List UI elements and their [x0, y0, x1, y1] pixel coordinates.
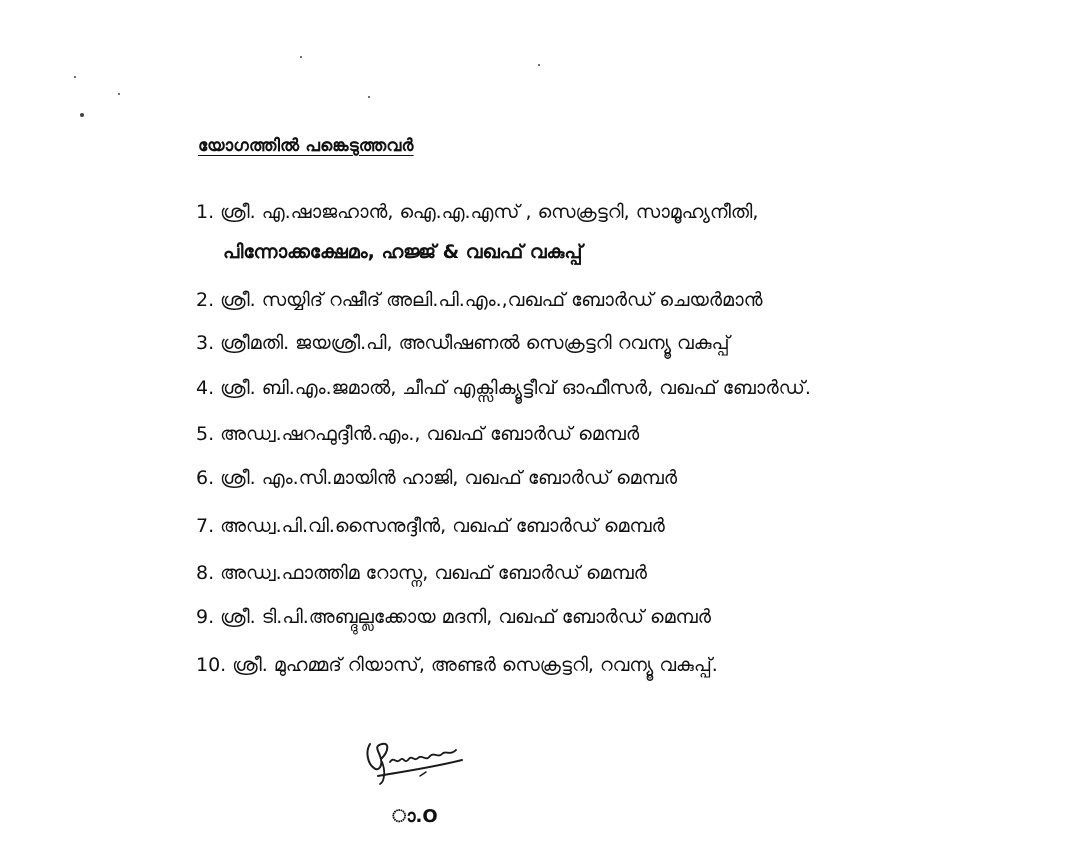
attendee-text: ശ്രീ. മുഹമ്മദ് റിയാസ്, അണ്ടർ സെക്രട്ടറി, റവന്യൂ വകുപ്പ്.: [232, 654, 718, 676]
attendee-text: ശ്രീ. ബി.എം.ജമാൽ, ചീഫ് എക്സിക്യൂട്ടീവ് ഓഫീസർ, വഖഫ് ബോർഡ്.: [220, 377, 811, 399]
attendee-item: [196, 331, 730, 355]
attendee-number: 2.: [196, 289, 215, 311]
attendee-item: [196, 514, 665, 538]
attendee-item-continuation: [223, 240, 582, 264]
attendee-text: അഡ്വ.ഫാത്തിമ റോസ്ന, വഖഫ് ബോർഡ് മെമ്പർ: [220, 562, 647, 584]
attendee-number: 10.: [196, 654, 227, 676]
attendee-item: [196, 605, 711, 629]
attendee-item: [196, 288, 762, 312]
attendee-number: 6.: [196, 467, 215, 489]
attendee-item: [196, 466, 677, 490]
attendee-text: അഡ്വ.പി.വി.സൈനുദ്ദീൻ, വഖഫ് ബോർഡ് മെമ്പർ: [220, 515, 665, 537]
attendee-item: [196, 376, 811, 400]
attendee-item: [196, 561, 647, 585]
attendee-text: ശ്രീ. എ.ഷാജഹാൻ, ഐ.എ.എസ് , സെക്രട്ടറി, സാമൂഹ്യനീതി,: [220, 201, 759, 223]
attendee-item: [196, 653, 718, 677]
attendee-number: 3.: [196, 332, 215, 354]
attendee-number: 8.: [196, 562, 215, 584]
attendee-number: 5.: [196, 423, 215, 445]
attendee-text: ശ്രീമതി. ജയശ്രീ.പി, അഡീഷണൽ സെക്രട്ടറി റവന്യൂ വകുപ്പ്: [220, 332, 730, 354]
attendee-item: [196, 200, 758, 224]
attendee-text: ശ്രീ. ടി.പി.അബ്ദുല്ലക്കോയ മദനി, വഖഫ് ബോർഡ് മെമ്പർ: [220, 606, 711, 628]
attendee-number: 9.: [196, 606, 215, 628]
attendee-number: 1.: [196, 201, 215, 223]
attendee-text: അഡ്വ.ഷറഫുദ്ദീൻ.എം., വഖഫ് ബോർഡ് മെമ്പർ: [220, 423, 640, 445]
attendee-number: 4.: [196, 377, 215, 399]
attendee-item: [196, 422, 639, 446]
attendee-text: പിന്നോക്കക്ഷേമം, ഹജ്ജ് & വഖഫ് വകുപ്പ്: [223, 241, 583, 263]
attendee-text: ശ്രീ. സയ്യിദ് റഷീദ് അലി.പി.എം.,വഖഫ് ബോർഡ് ചെയർമാൻ: [220, 289, 763, 311]
handwritten-signature: [360, 732, 480, 792]
attendee-text: ശ്രീ. എം.സി.മായിൻ ഹാജി, വഖഫ് ബോർഡ് മെമ്പർ: [220, 467, 678, 489]
attendee-number: 7.: [196, 515, 215, 537]
signature-label: ാ.O: [392, 806, 438, 827]
document-heading: യോഗത്തിൽ പങ്കെടുത്തവർ: [198, 136, 414, 156]
